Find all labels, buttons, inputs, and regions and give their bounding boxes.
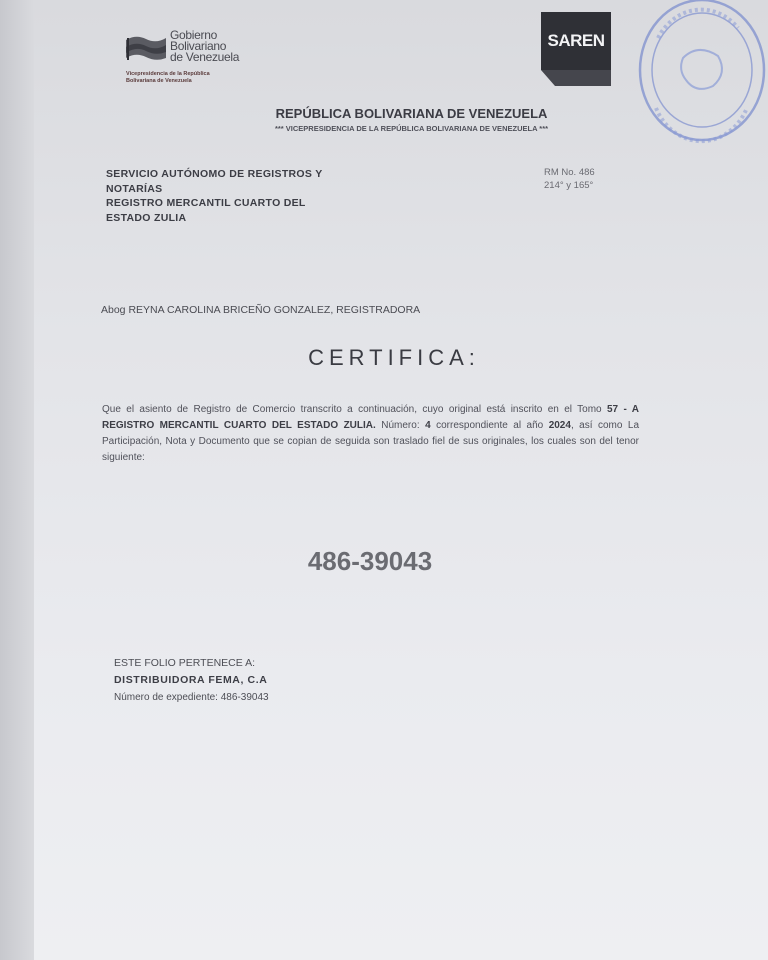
government-name xyxy=(170,30,254,63)
office-line3: REGISTRO MERCANTIL CUARTO DEL xyxy=(106,197,306,209)
document-subtitle: *** VICEPRESIDENCIA DE LA REPÚBLICA BOLIVARIANA DE VENEZUELA *** xyxy=(274,124,549,133)
office-line4: ESTADO ZULIA xyxy=(106,211,187,224)
office-line1: SERVICIO AUTÓNOMO DE REGISTROS Y xyxy=(106,168,323,180)
certification-paragraph xyxy=(102,402,639,466)
body-tomo: 57 - A REGISTRO MERCANTIL CUARTO DEL ESTADO ZULIA. xyxy=(102,404,639,431)
office-line2: NOTARÍAS xyxy=(106,182,163,195)
gov-name-line2: Bolivariano xyxy=(170,39,227,53)
government-subline xyxy=(126,71,256,85)
saren-logo-text: SAREN xyxy=(541,12,611,70)
body-part1: Que el asiento de Registro de Comercio transcrito a continuación, cuyo original está inscrito en el Tomo xyxy=(102,404,602,415)
registrar-name: Abog REYNA CAROLINA BRICEÑO GONZALEZ, REGISTRADORA xyxy=(101,304,421,316)
folio-company: DISTRIBUIDORA FEMA, C.A xyxy=(114,674,268,686)
folio-block xyxy=(114,655,269,706)
gov-name-line3: de Venezuela xyxy=(170,50,240,64)
body-year: 2024 xyxy=(548,420,571,431)
gov-name-line1: Gobierno xyxy=(170,28,217,42)
rm-number: RM No. 486 xyxy=(544,167,595,178)
government-logo xyxy=(124,22,254,92)
flag-icon xyxy=(124,32,168,62)
folio-expediente xyxy=(114,689,269,706)
document-title: REPÚBLICA BOLIVARIANA DE VENEZUELA xyxy=(275,106,548,121)
folio-exp-label: Número de expediente: xyxy=(114,692,218,703)
saren-logo xyxy=(541,12,611,88)
body-part2: correspondiente al año xyxy=(436,420,544,431)
body-numero-label: Número: xyxy=(381,420,420,431)
certifica-heading: CERTIFICA: xyxy=(308,345,480,370)
gov-sub-line2: Bolivariana de Venezuela xyxy=(126,78,192,84)
record-number: 486-39043 xyxy=(307,546,433,576)
gov-sub-line1: Vicepresidencia de la República xyxy=(126,71,210,77)
page-edge-shadow xyxy=(0,0,34,960)
rm-block xyxy=(544,166,595,192)
folio-exp-value: 486-39043 xyxy=(220,692,269,703)
body-numero: 4 xyxy=(425,420,431,431)
office-block xyxy=(106,167,323,225)
rm-detail: 214° y 165° xyxy=(544,180,594,191)
folio-label: ESTE FOLIO PERTENECE A: xyxy=(114,657,256,669)
saren-logo-base xyxy=(541,70,611,86)
body-part3: , así como La Participación, Nota y Documento que se copian de seguida son traslado fiel de sus originales, los cuales son del tenor siguiente: xyxy=(102,420,640,463)
